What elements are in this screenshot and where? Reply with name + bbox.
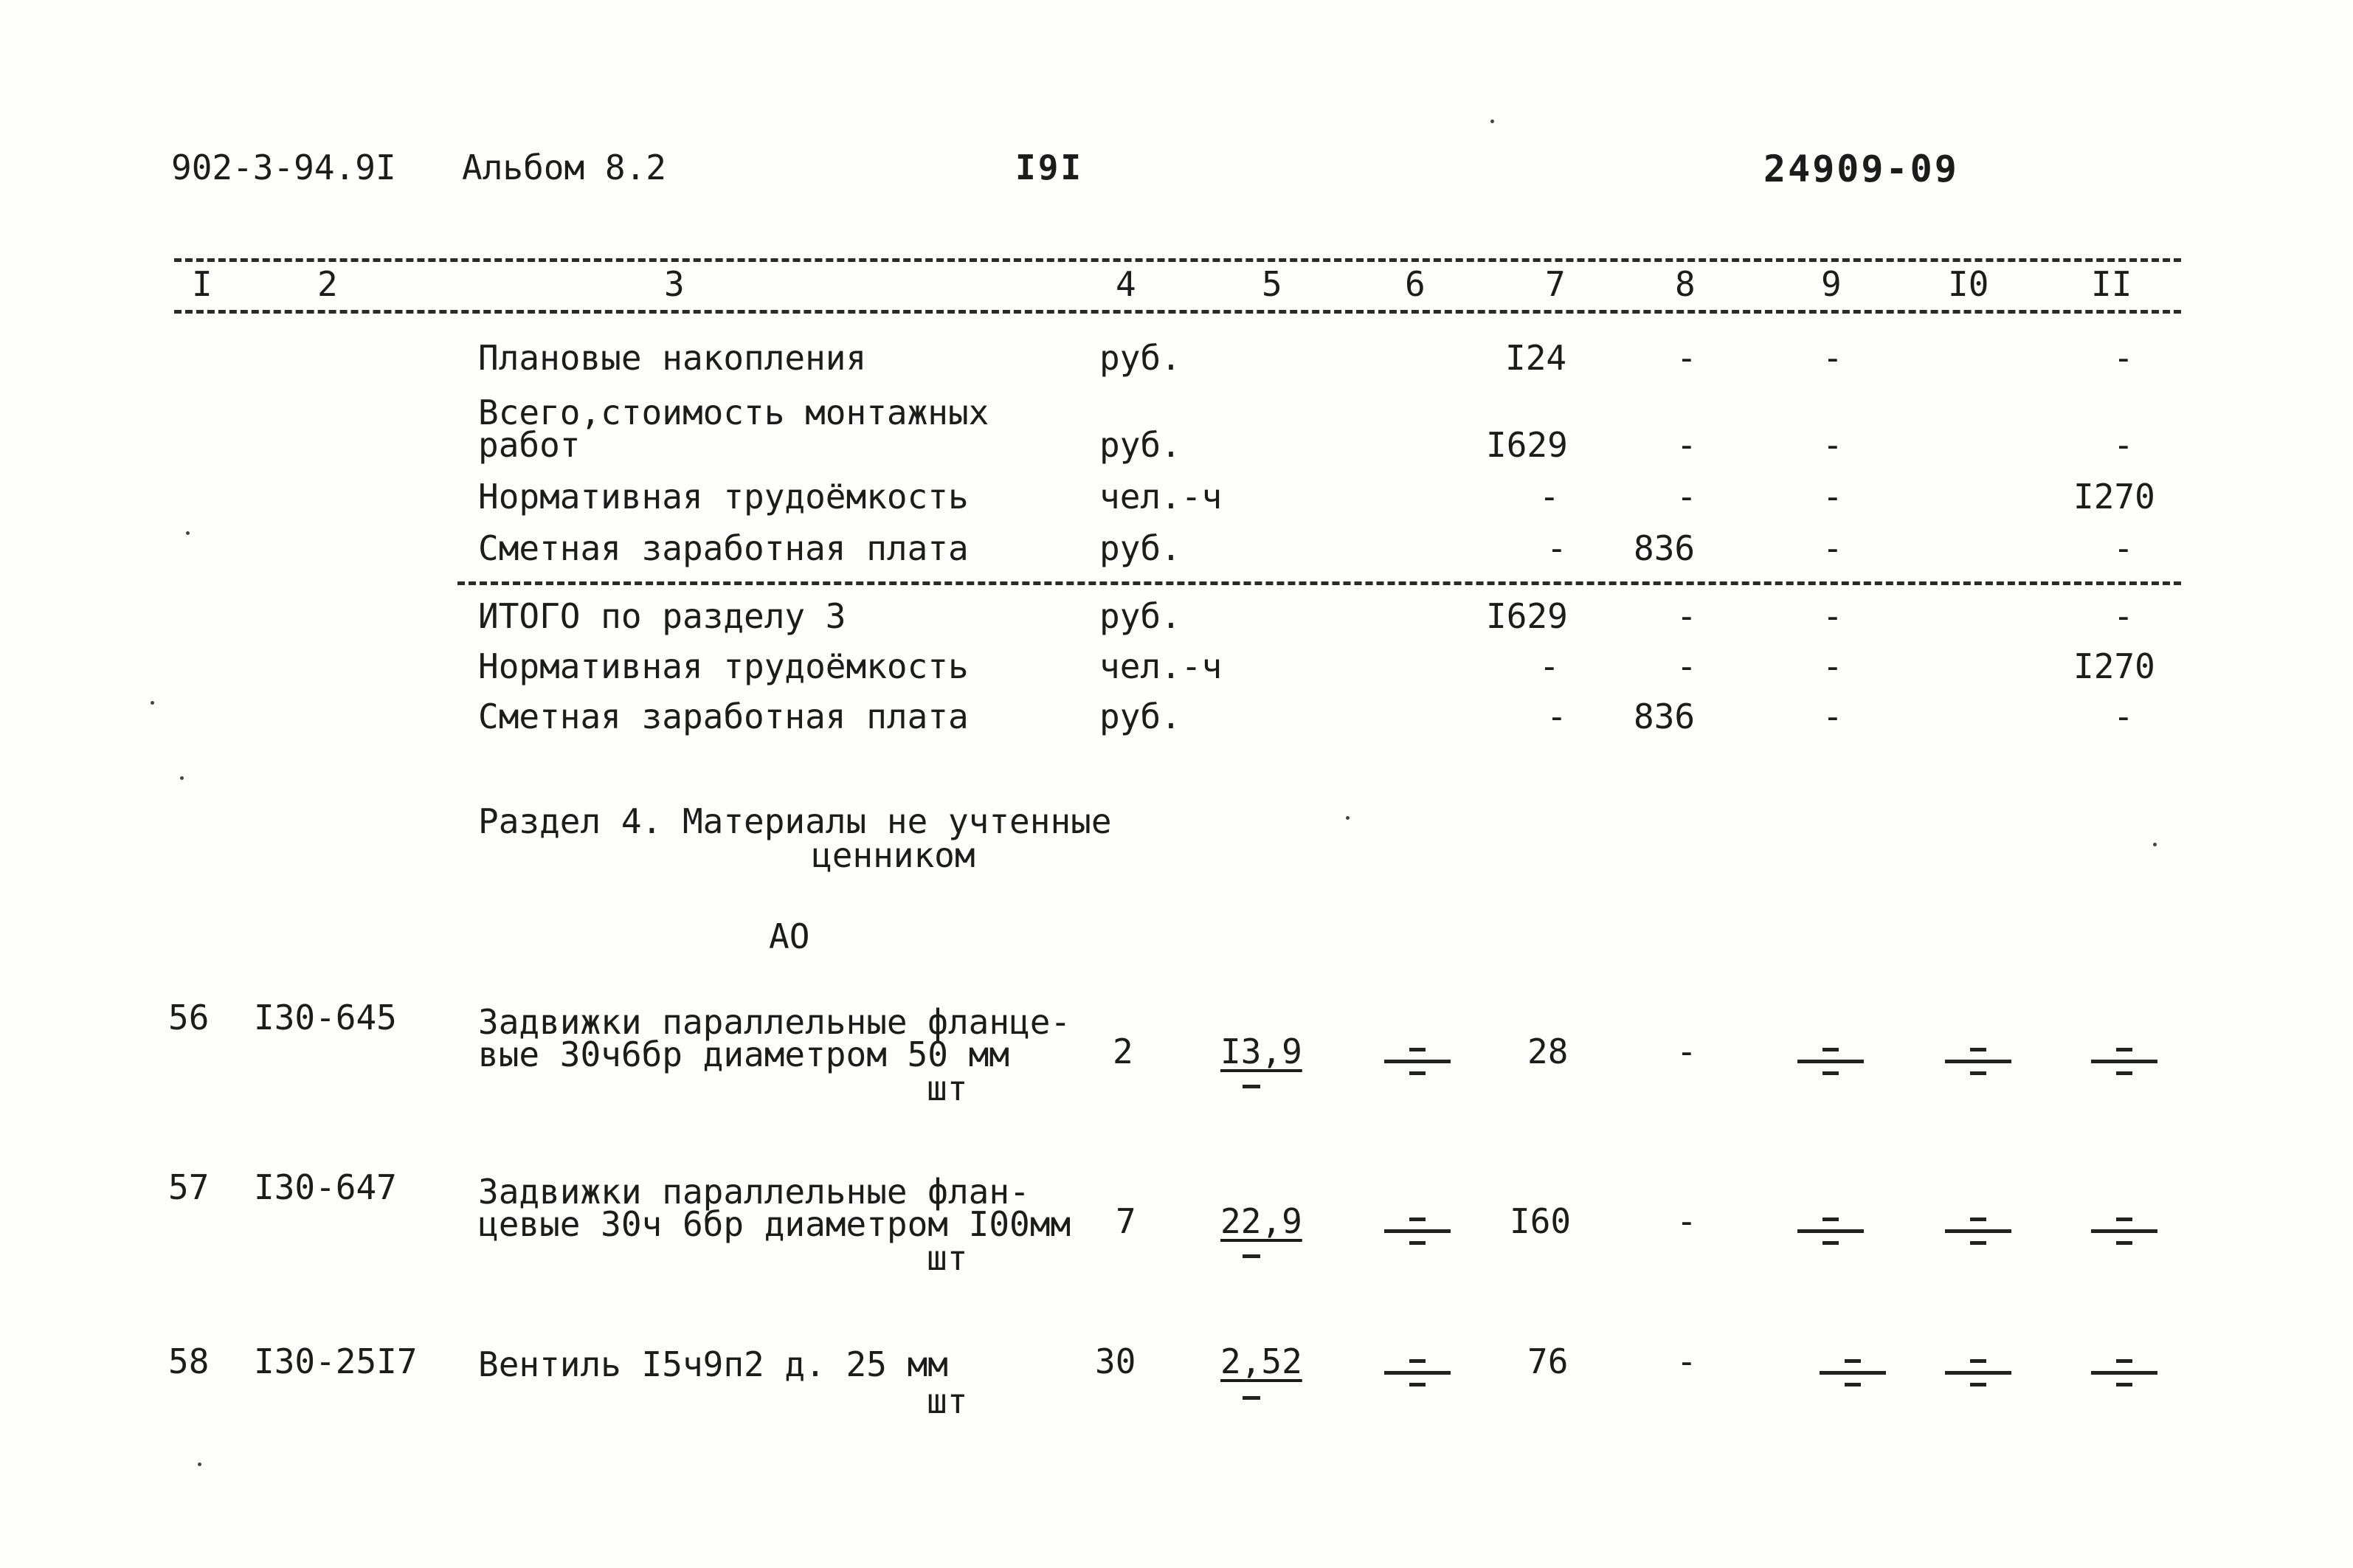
- item-quantity: 7: [1116, 1201, 1136, 1241]
- item-col8: -: [1676, 1341, 1697, 1381]
- column-header-10: I0: [1948, 264, 1989, 304]
- column-header-bottom-rule: [174, 310, 2181, 314]
- summary-row-col8: -: [1676, 338, 1697, 378]
- album-label: Альбом 8.2: [462, 148, 666, 187]
- item-unit-price: 22,9: [1220, 1201, 1302, 1241]
- total-row-col11: I270: [2073, 646, 2155, 686]
- summary-row-col9: -: [1822, 477, 1843, 517]
- summary-row-col7: -: [1547, 528, 1567, 568]
- summary-row-name: Сметная заработная плата: [478, 528, 969, 568]
- summary-row-col11: -: [2113, 338, 2134, 378]
- total-row-col7: I629: [1486, 596, 1568, 636]
- summary-row-col11: -: [2113, 425, 2134, 465]
- item-number: 56: [168, 998, 210, 1037]
- total-row-col11: -: [2113, 596, 2134, 636]
- item-col8: -: [1676, 1032, 1697, 1071]
- empty-fraction-col11: [2091, 1213, 2157, 1250]
- scan-speck: [151, 701, 154, 705]
- column-header-2: 2: [317, 264, 338, 304]
- column-header-7: 7: [1545, 264, 1566, 304]
- item-unit: шт: [927, 1381, 968, 1421]
- price-denominator-dash: [1243, 1396, 1260, 1400]
- summary-row-col7: I24: [1505, 338, 1567, 378]
- price-denominator-dash: [1243, 1085, 1260, 1088]
- summary-row-col9: -: [1822, 338, 1843, 378]
- column-header-8: 8: [1675, 264, 1696, 304]
- summary-row-col11: I270: [2073, 477, 2155, 517]
- total-row-name: ИТОГО по разделу 3: [478, 596, 846, 636]
- item-unit: шт: [927, 1238, 968, 1278]
- scan-speck: [1346, 816, 1350, 820]
- summary-row-col8: 836: [1634, 528, 1696, 568]
- summary-row-name: Плановые накопления: [478, 338, 867, 378]
- empty-fraction-col6: [1384, 1043, 1451, 1080]
- summary-row-col8: -: [1676, 425, 1697, 465]
- column-header-6: 6: [1405, 264, 1426, 304]
- document-code: 902-3-94.9I: [171, 148, 396, 187]
- column-header-top-rule: [174, 258, 2181, 262]
- item-description: Задвижки параллельные фланце-: [478, 1002, 1071, 1042]
- empty-fraction-col10: [1945, 1213, 2011, 1250]
- empty-fraction-col9: [1797, 1043, 1864, 1080]
- section-title: Раздел 4. Материалы не учтенные: [478, 801, 1112, 841]
- scan-speck: [180, 776, 184, 780]
- total-row-col11: -: [2113, 697, 2134, 736]
- scan-speck: [1490, 120, 1494, 123]
- column-header-9: 9: [1821, 264, 1842, 304]
- item-code: I30-647: [254, 1167, 397, 1207]
- summary-row-unit: чел.-ч: [1099, 477, 1223, 517]
- price-denominator-dash: [1243, 1254, 1260, 1258]
- empty-fraction-col6: [1384, 1213, 1451, 1250]
- item-number: 57: [168, 1167, 210, 1207]
- summary-row-col11: -: [2113, 528, 2134, 568]
- column-header-1: I: [192, 264, 213, 304]
- column-header-5: 5: [1262, 264, 1282, 304]
- total-row-unit: руб.: [1099, 697, 1181, 736]
- empty-fraction-col11: [2091, 1355, 2157, 1392]
- scan-speck: [2153, 843, 2157, 846]
- empty-fraction-col6: [1384, 1355, 1451, 1392]
- total-row-col9: -: [1822, 646, 1843, 686]
- summary-row-col9: -: [1822, 528, 1843, 568]
- item-unit: шт: [927, 1068, 968, 1108]
- item-total-cost: 76: [1527, 1341, 1569, 1381]
- total-row-name: Нормативная трудоёмкость: [478, 646, 969, 686]
- page-number: I9I: [1015, 148, 1084, 187]
- total-row-col9: -: [1822, 596, 1843, 636]
- total-row-col7: -: [1539, 646, 1560, 686]
- item-number: 58: [168, 1341, 210, 1381]
- empty-fraction-col11: [2091, 1043, 2157, 1080]
- item-code: I30-645: [254, 998, 397, 1037]
- item-code: I30-25I7: [254, 1341, 418, 1381]
- column-header-3: 3: [664, 264, 685, 304]
- item-col8: -: [1676, 1201, 1697, 1241]
- item-total-cost: I60: [1510, 1201, 1572, 1241]
- summary-row-col7: I629: [1486, 425, 1568, 465]
- empty-fraction-col9: [1797, 1213, 1864, 1250]
- column-header-11: II: [2091, 264, 2132, 304]
- item-total-cost: 28: [1527, 1032, 1569, 1071]
- item-description-continued: цевые 30ч 6бр диаметром I00мм: [478, 1204, 1071, 1244]
- summary-row-name-continued: работ: [478, 425, 581, 465]
- item-unit-price: 2,52: [1220, 1341, 1302, 1381]
- summary-row-unit: руб.: [1099, 528, 1181, 568]
- summary-row-col9: -: [1822, 425, 1843, 465]
- summary-row-unit: руб.: [1099, 425, 1181, 465]
- total-row-unit: чел.-ч: [1099, 646, 1223, 686]
- item-description: Задвижки параллельные флан-: [478, 1172, 1030, 1212]
- empty-fraction-col9: [1820, 1355, 1886, 1392]
- total-row-col8: -: [1676, 596, 1697, 636]
- total-row-col8: 836: [1634, 697, 1696, 736]
- summary-row-unit: руб.: [1099, 338, 1181, 378]
- total-row-col7: -: [1547, 697, 1567, 736]
- item-quantity: 30: [1095, 1341, 1136, 1381]
- summary-row-name: Нормативная трудоёмкость: [478, 477, 969, 517]
- empty-fraction-col10: [1945, 1355, 2011, 1392]
- totals-separator-rule: [457, 581, 2181, 585]
- item-description-continued: вые 30ч6бр диаметром 50 мм: [478, 1035, 1010, 1074]
- section-title-continued: ценником: [812, 835, 975, 875]
- summary-row-col7: -: [1539, 477, 1560, 517]
- section-subtitle: АО: [769, 916, 810, 956]
- summary-row-name: Всего,стоимость монтажных: [478, 393, 989, 432]
- document-stamp: 24909-09: [1763, 148, 1959, 190]
- column-header-4: 4: [1116, 264, 1136, 304]
- item-quantity: 2: [1113, 1032, 1133, 1071]
- summary-row-col8: -: [1676, 477, 1697, 517]
- item-unit-price: I3,9: [1220, 1032, 1302, 1071]
- scan-speck: [186, 531, 190, 535]
- total-row-unit: руб.: [1099, 596, 1181, 636]
- scan-speck: [198, 1462, 201, 1466]
- item-description: Вентиль I5ч9п2 д. 25 мм: [478, 1344, 948, 1384]
- total-row-col9: -: [1822, 697, 1843, 736]
- total-row-name: Сметная заработная плата: [478, 697, 969, 736]
- empty-fraction-col10: [1945, 1043, 2011, 1080]
- total-row-col8: -: [1676, 646, 1697, 686]
